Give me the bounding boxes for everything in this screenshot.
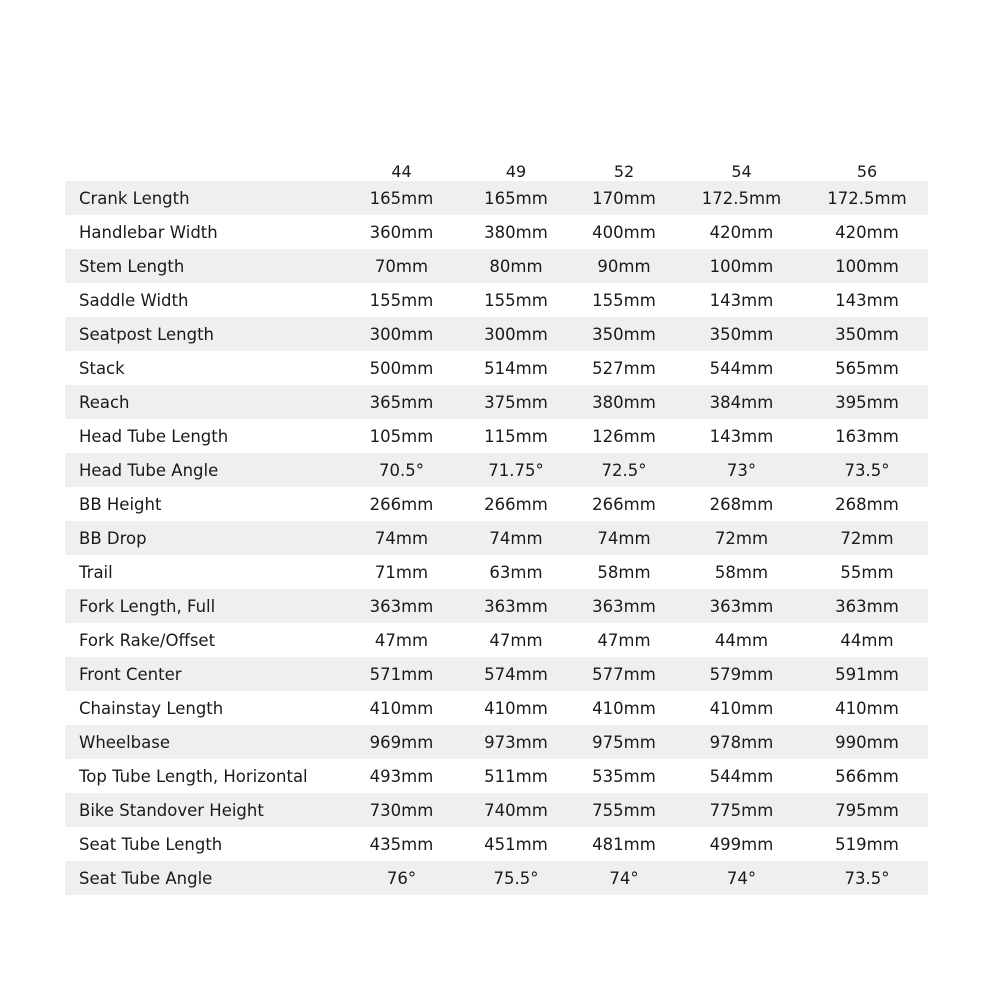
table-cell: 143mm — [835, 290, 899, 310]
table-cell: 268mm — [835, 494, 899, 514]
table-cell: 420mm — [709, 222, 774, 242]
table-cell: 451mm — [484, 834, 548, 854]
table-cell: 90mm — [571, 249, 677, 283]
size-header-row — [65, 160, 928, 181]
table-row — [65, 657, 928, 691]
table-cell: 527mm — [592, 358, 656, 378]
table-cell: 363mm — [342, 589, 461, 623]
table-cell: 58mm — [714, 562, 769, 582]
table-cell: 410mm — [709, 698, 774, 718]
table-cell: 300mm — [342, 317, 461, 351]
table-cell: 978mm — [677, 725, 806, 759]
table-row — [65, 759, 928, 793]
size-header: 44 — [391, 162, 412, 181]
table-cell: 172.5mm — [806, 181, 928, 215]
table-cell: 360mm — [369, 222, 434, 242]
table-cell: 163mm — [835, 426, 899, 446]
table-cell: 72.5° — [571, 453, 677, 487]
table-cell: 74mm — [571, 521, 677, 555]
row-label: Crank Length — [65, 181, 342, 215]
table-cell: 47mm — [374, 630, 429, 650]
table-row — [65, 215, 928, 249]
geometry-table — [65, 160, 928, 895]
table-cell: 363mm — [571, 589, 677, 623]
table-cell: 44mm — [840, 630, 894, 650]
table-cell: 755mm — [571, 793, 677, 827]
table-cell: 969mm — [342, 725, 461, 759]
table-cell: 266mm — [484, 494, 548, 514]
table-cell: 73.5° — [806, 861, 928, 895]
table-cell: 740mm — [461, 793, 571, 827]
table-cell: 973mm — [461, 725, 571, 759]
table-cell: 350mm — [677, 317, 806, 351]
table-row — [65, 555, 928, 589]
table-cell: 170mm — [571, 181, 677, 215]
row-label: Saddle Width — [79, 290, 189, 310]
table-cell: 363mm — [461, 589, 571, 623]
table-cell: 71.75° — [461, 453, 571, 487]
table-cell: 72mm — [677, 521, 806, 555]
table-cell: 80mm — [461, 249, 571, 283]
table-cell: 511mm — [484, 766, 548, 786]
table-row — [65, 283, 928, 317]
table-cell: 375mm — [461, 385, 571, 419]
table-cell: 155mm — [592, 290, 656, 310]
table-row — [65, 487, 928, 521]
table-cell: 420mm — [835, 222, 899, 242]
table-cell: 155mm — [484, 290, 548, 310]
table-cell: 74° — [677, 861, 806, 895]
row-label: Seatpost Length — [65, 317, 342, 351]
table-row — [65, 385, 928, 419]
table-cell: 975mm — [571, 725, 677, 759]
table-cell: 500mm — [369, 358, 434, 378]
table-row — [65, 793, 928, 827]
table-cell: 143mm — [709, 290, 774, 310]
table-cell: 544mm — [709, 358, 774, 378]
table-cell: 44mm — [714, 630, 769, 650]
row-label: Stem Length — [65, 249, 342, 283]
table-cell: 63mm — [489, 562, 543, 582]
table-cell: 410mm — [369, 698, 434, 718]
table-cell: 55mm — [840, 562, 894, 582]
table-cell: 775mm — [677, 793, 806, 827]
row-label: Seat Tube Angle — [65, 861, 342, 895]
table-cell: 350mm — [806, 317, 928, 351]
table-cell: 75.5° — [461, 861, 571, 895]
table-cell: 410mm — [592, 698, 656, 718]
table-row — [65, 249, 928, 283]
table-cell: 115mm — [484, 426, 548, 446]
table-cell: 172.5mm — [677, 181, 806, 215]
table-cell: 571mm — [342, 657, 461, 691]
table-cell: 74mm — [461, 521, 571, 555]
table-cell: 591mm — [806, 657, 928, 691]
table-cell: 435mm — [369, 834, 434, 854]
row-label: Seat Tube Length — [79, 834, 223, 854]
table-row — [65, 691, 928, 725]
table-cell: 100mm — [677, 249, 806, 283]
row-label: Fork Length, Full — [65, 589, 342, 623]
table-cell: 70.5° — [342, 453, 461, 487]
table-cell: 574mm — [461, 657, 571, 691]
table-cell: 410mm — [835, 698, 899, 718]
table-row — [65, 861, 928, 895]
table-cell: 400mm — [592, 222, 656, 242]
row-label: Head Tube Length — [79, 426, 229, 446]
table-cell: 363mm — [806, 589, 928, 623]
table-cell: 165mm — [342, 181, 461, 215]
table-cell: 70mm — [342, 249, 461, 283]
table-row — [65, 589, 928, 623]
row-label: Fork Rake/Offset — [79, 630, 216, 650]
table-cell: 105mm — [369, 426, 434, 446]
table-cell: 380mm — [571, 385, 677, 419]
table-cell: 380mm — [484, 222, 548, 242]
table-cell: 268mm — [709, 494, 774, 514]
row-label: Trail — [79, 562, 113, 582]
table-cell: 58mm — [597, 562, 651, 582]
row-label: Head Tube Angle — [65, 453, 342, 487]
table-cell: 795mm — [806, 793, 928, 827]
table-cell: 395mm — [806, 385, 928, 419]
table-cell: 519mm — [835, 834, 899, 854]
geometry-rows — [65, 181, 928, 895]
table-cell: 74mm — [342, 521, 461, 555]
row-label: Bike Standover Height — [65, 793, 342, 827]
row-label: Reach — [65, 385, 342, 419]
table-cell: 143mm — [709, 426, 774, 446]
row-label: Chainstay Length — [79, 698, 224, 718]
table-cell: 544mm — [709, 766, 774, 786]
table-row — [65, 827, 928, 861]
table-cell: 72mm — [806, 521, 928, 555]
row-label: Handlebar Width — [79, 222, 218, 242]
table-cell: 566mm — [835, 766, 899, 786]
table-cell: 73.5° — [806, 453, 928, 487]
table-cell: 126mm — [592, 426, 656, 446]
table-cell: 990mm — [806, 725, 928, 759]
table-cell: 384mm — [677, 385, 806, 419]
table-cell: 74° — [571, 861, 677, 895]
row-label: Stack — [79, 358, 125, 378]
table-cell: 730mm — [342, 793, 461, 827]
table-cell: 363mm — [677, 589, 806, 623]
table-cell: 493mm — [369, 766, 434, 786]
table-cell: 47mm — [597, 630, 651, 650]
table-row — [65, 419, 928, 453]
table-cell: 165mm — [461, 181, 571, 215]
table-cell: 365mm — [342, 385, 461, 419]
row-label: BB Drop — [65, 521, 342, 555]
table-cell: 100mm — [806, 249, 928, 283]
size-header: 49 — [505, 162, 527, 181]
table-row — [65, 521, 928, 555]
header-blank-cell — [65, 160, 342, 181]
size-header: 56 — [856, 162, 878, 181]
size-header: 54 — [731, 162, 752, 181]
table-cell: 155mm — [369, 290, 434, 310]
table-cell: 76° — [342, 861, 461, 895]
table-cell: 577mm — [571, 657, 677, 691]
table-row — [65, 181, 928, 215]
table-cell: 300mm — [461, 317, 571, 351]
table-cell: 579mm — [677, 657, 806, 691]
row-label: BB Height — [79, 494, 162, 514]
table-cell: 499mm — [709, 834, 774, 854]
table-cell: 266mm — [592, 494, 656, 514]
table-row — [65, 725, 928, 759]
table-row — [65, 351, 928, 385]
row-label: Wheelbase — [65, 725, 342, 759]
table-cell: 266mm — [369, 494, 434, 514]
table-row — [65, 623, 928, 657]
table-cell: 565mm — [835, 358, 899, 378]
table-cell: 535mm — [592, 766, 656, 786]
table-cell: 47mm — [489, 630, 543, 650]
table-cell: 514mm — [484, 358, 548, 378]
size-header: 52 — [613, 162, 635, 181]
table-cell: 410mm — [484, 698, 548, 718]
row-label: Top Tube Length, Horizontal — [79, 766, 308, 786]
table-row — [65, 453, 928, 487]
row-label: Front Center — [65, 657, 342, 691]
table-cell: 73° — [677, 453, 806, 487]
table-cell: 481mm — [592, 834, 656, 854]
table-row — [65, 317, 928, 351]
table-cell: 71mm — [374, 562, 429, 582]
table-cell: 350mm — [571, 317, 677, 351]
